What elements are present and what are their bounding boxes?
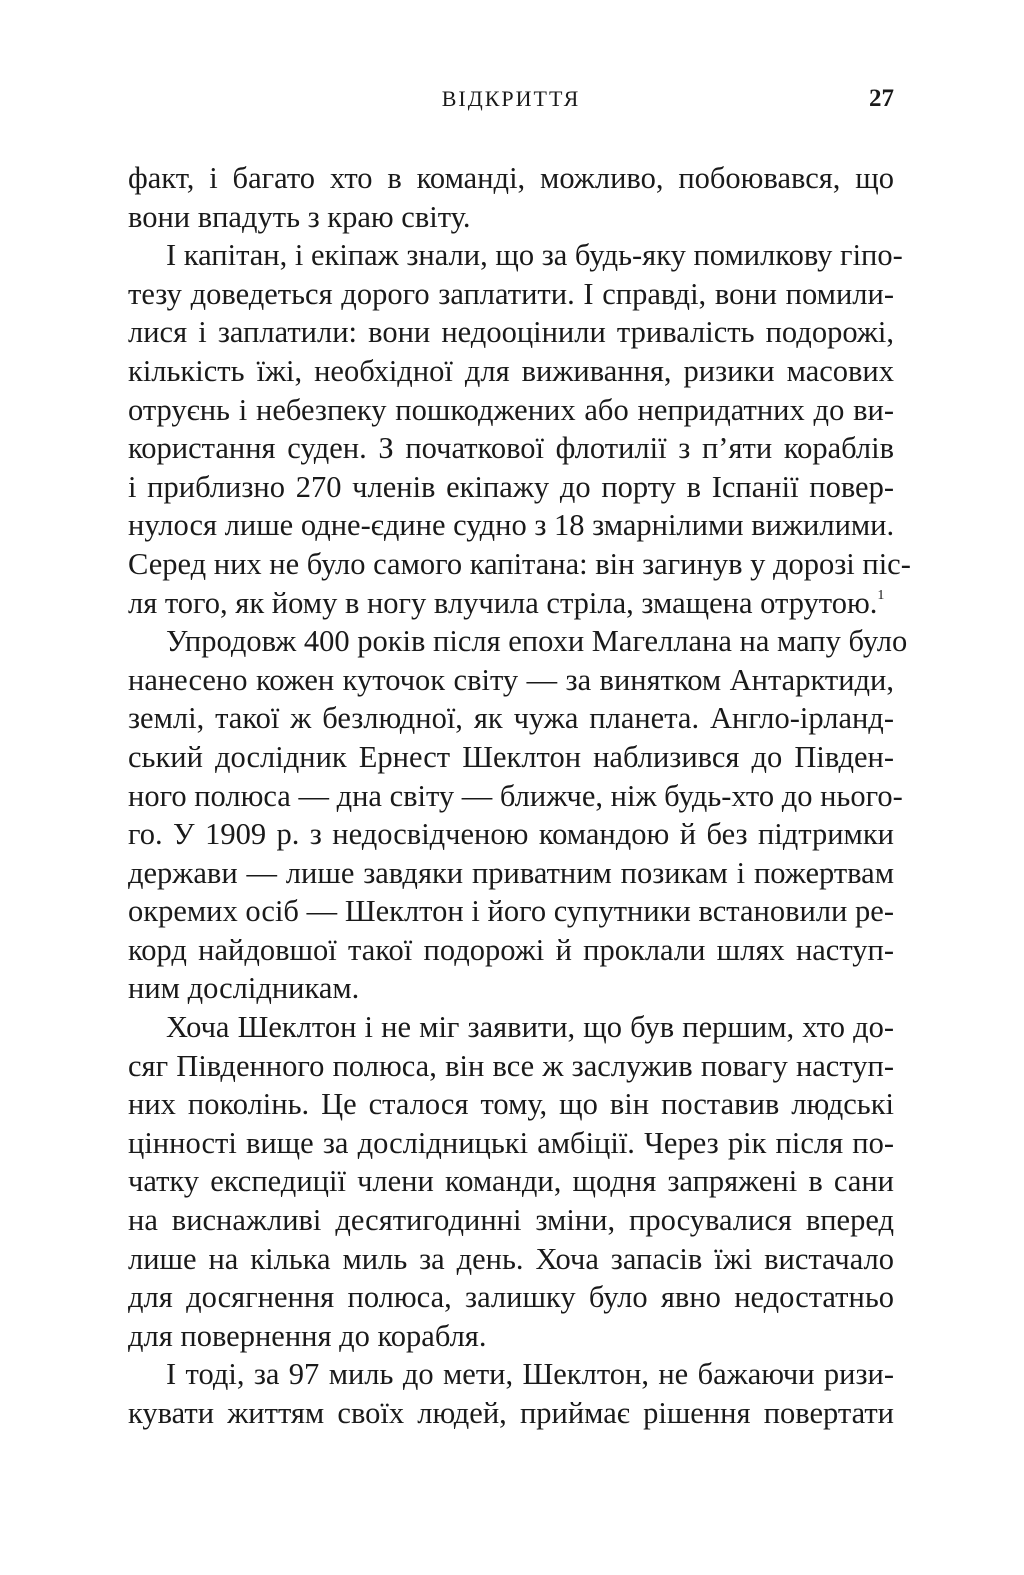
text-line: лише на кілька миль за день. Хоча запасів їжі вистачало [128, 1241, 894, 1276]
text-line: отруєнь і небезпеку пошкоджених або непридатних до ви- [128, 392, 894, 427]
text-line: ський дослідник Ернест Шеклтон наблизився до Півден- [128, 739, 894, 774]
text-line: держави — лише завдяки приватним позикам і пожертвам [128, 855, 894, 890]
text-line: Упродовж 400 років після епохи Магеллана на мапу було [166, 624, 908, 659]
running-title: ВІДКРИТТЯ [441, 86, 581, 111]
text-line: тезу доведеться дорого заплатити. І справді, вони помили- [128, 276, 894, 311]
text-line: ним дослідникам. [128, 971, 360, 1006]
text-line: го. У 1909 р. з недосвідченою командою й без підтримки [128, 817, 894, 852]
text-line: для досягнення полюса, залишку було явно недостатньо [128, 1280, 894, 1315]
text-line: них поколінь. Це сталося тому, що він поставив людські [128, 1087, 894, 1122]
text-line-with-footnote [128, 584, 894, 623]
paragraph [128, 159, 894, 236]
text-line: користання суден. З початкової флотилії з п’яти кораблів [128, 431, 894, 466]
text-line: нанесено кожен куточок світу — за винятком Антарктиди, [128, 662, 894, 697]
text-line: цінності вище за дослідницькі амбіції. Через рік після по- [128, 1125, 894, 1160]
footnote-marker[interactable]: 1 [877, 587, 885, 603]
text-line: ля того, як йому в ногу влучила стріла, змащена отрутою. [128, 585, 878, 620]
text-line: чатку експедиції члени команди, щодня запряжені в сани [128, 1164, 894, 1199]
paragraph [128, 236, 911, 622]
text-line: на виснажливі десятигодинні зміни, просувалися вперед [128, 1203, 894, 1238]
text-line: сяг Південного полюса, він все ж заслужив повагу наступ- [128, 1048, 894, 1083]
text-line: факт, і багато хто в команді, можливо, побоювався, що [128, 161, 894, 195]
text-line: вони впадуть з краю світу. [128, 199, 471, 234]
paragraph [128, 622, 908, 1008]
text-body [128, 159, 911, 1433]
text-line: лися і заплатили: вони недооцінили тривалість подорожі, [128, 315, 894, 350]
text-line: нулося лише одне-єдине судно з 18 змарнілими вижилими. [128, 508, 895, 543]
text-line: ного полюса — дна світу — ближче, ніж будь-хто до нього- [128, 778, 903, 813]
text-line: корд найдовшої такої подорожі й проклали шлях наступ- [128, 932, 894, 967]
text-line: для повернення до корабля. [128, 1318, 487, 1353]
text-line: кувати життям своїх людей, приймає рішення повертати [128, 1396, 894, 1430]
text-line: І капітан, і екіпаж знали, що за будь-яку помилкову гіпо- [166, 238, 903, 273]
text-line: Хоча Шеклтон і не міг заявити, що був першим, хто до- [166, 1010, 894, 1045]
text-line: землі, такої ж безлюдної, як чужа планета. Англо-ірланд- [128, 701, 894, 736]
paragraph [128, 1008, 894, 1355]
page-header [128, 84, 894, 120]
paragraph [128, 1355, 894, 1432]
text-line: окремих осіб — Шеклтон і його супутники встановили ре- [128, 894, 894, 929]
text-line: кількість їжі, необхідної для виживання, ризики масових [128, 353, 894, 388]
text-line: І тоді, за 97 миль до мети, Шеклтон, не бажаючи ризи- [166, 1357, 894, 1392]
text-line: Серед них не було самого капітана: він загинув у дорозі піс- [128, 546, 911, 581]
text-line: і приблизно 270 членів екіпажу до порту в Іспанії повер- [128, 469, 894, 504]
page-number: 27 [869, 85, 894, 112]
